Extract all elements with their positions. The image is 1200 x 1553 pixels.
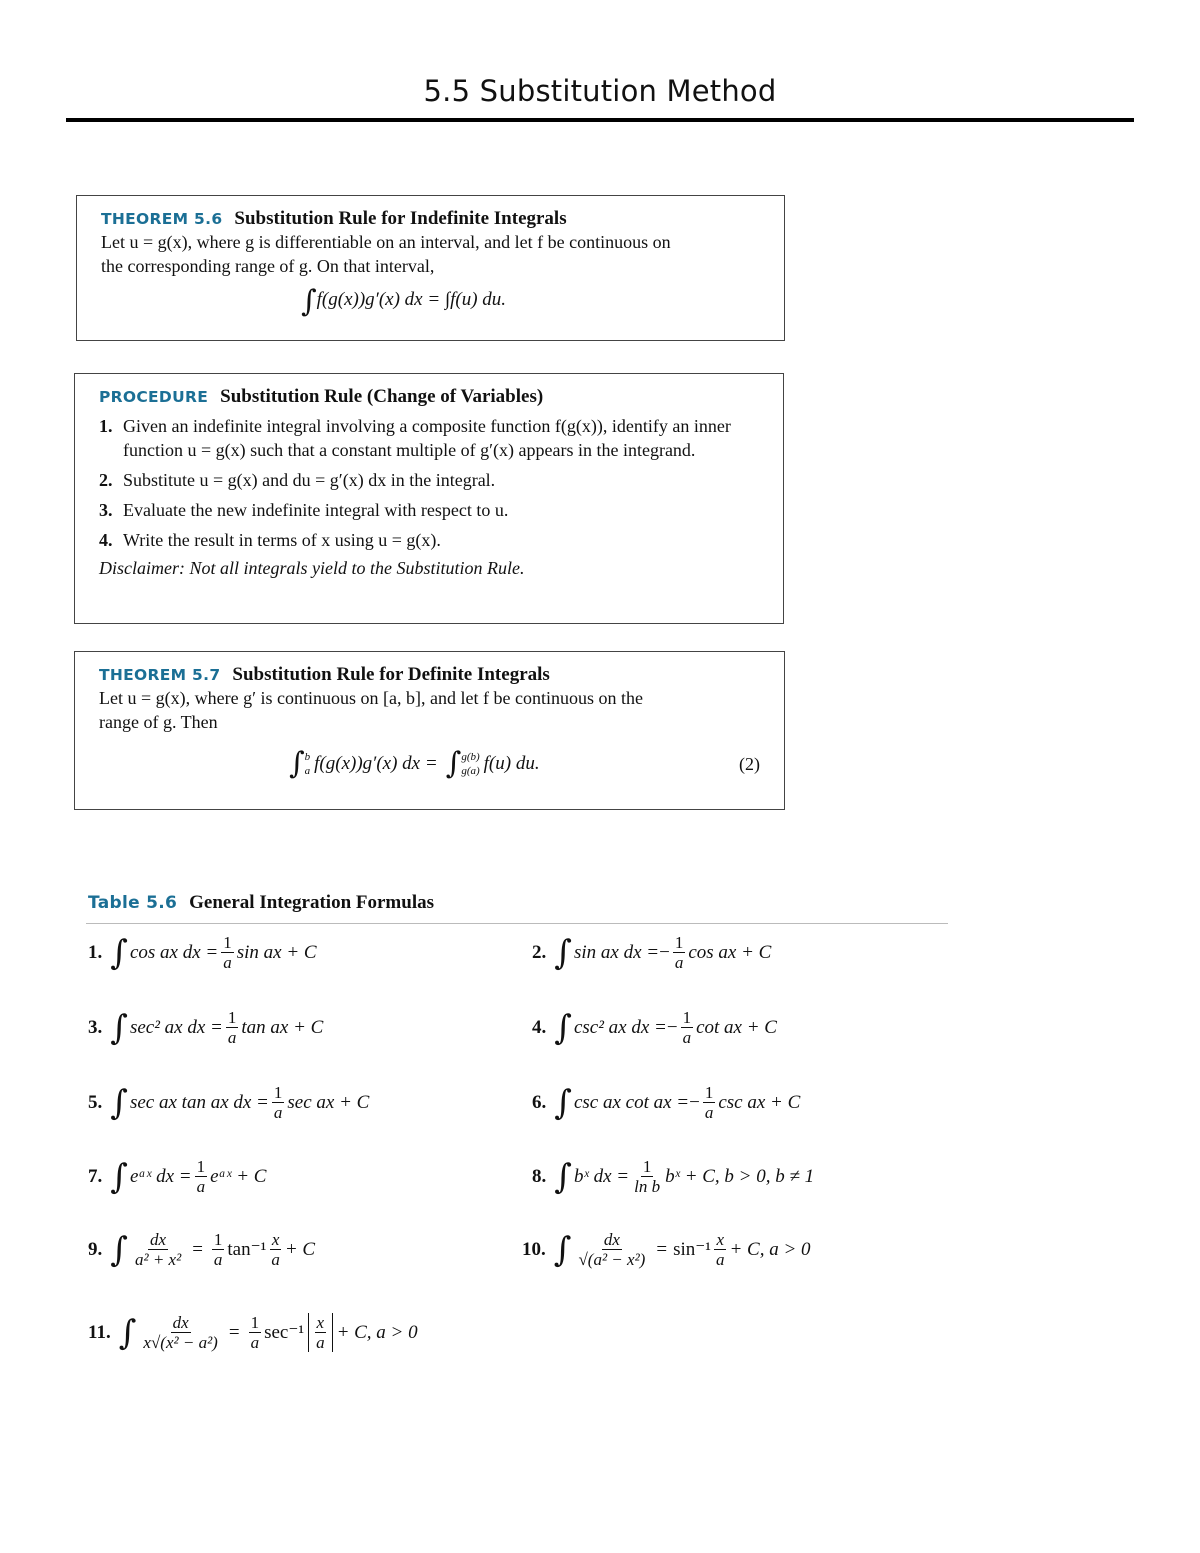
coef-numerator: 1	[674, 933, 684, 952]
theorem-5-6-line1: Let u = g(x), where g is differentiable on an interval, and let f be continuous on	[101, 232, 671, 252]
integral-sign-icon: ∫	[110, 1229, 128, 1270]
absolute-value-bars	[308, 1313, 333, 1352]
formula-number: 5.	[88, 1091, 103, 1113]
coef-numerator: 1	[213, 1230, 223, 1249]
procedure-heading: Substitution Rule (Change of Variables)	[220, 386, 544, 407]
coef-denominator: ln b	[634, 1177, 661, 1196]
formula-number: 11.	[88, 1321, 111, 1343]
formula-number: 10.	[522, 1238, 546, 1260]
formula-8	[532, 1157, 814, 1196]
formula-result: eᵃˣ + C	[210, 1165, 267, 1187]
integral-sign-icon: ∫	[554, 1082, 572, 1123]
coef-numerator: 1	[642, 1157, 652, 1176]
integral-sign-icon: ∫	[301, 284, 317, 319]
arg-denominator: a	[715, 1250, 725, 1269]
formula-function: sec⁻¹	[264, 1322, 305, 1343]
coef-numerator: 1	[704, 1083, 714, 1102]
procedure-step	[99, 468, 759, 492]
integral-sign-icon: ∫	[553, 1229, 572, 1270]
arg-numerator: x	[716, 1230, 724, 1249]
formula-number: 7.	[88, 1165, 103, 1187]
equals-sign: =	[656, 1238, 668, 1260]
theorem-5-7-label: THEOREM 5.7	[99, 666, 221, 684]
table-rule	[86, 923, 948, 924]
arg-denominator: a	[271, 1250, 280, 1269]
integral-sign-icon: ∫	[554, 1156, 572, 1197]
page-title: 5.5 Substitution Method	[423, 74, 777, 108]
formula-result: cot ax + C	[696, 1016, 777, 1038]
procedure-step	[99, 414, 759, 462]
formula-integrand: bˣ dx =	[573, 1165, 630, 1187]
theorem-5-7-lhs: f(g(x))g′(x) dx =	[314, 752, 438, 774]
formula-result: csc ax + C	[718, 1091, 801, 1113]
integrand-numerator: dx	[172, 1313, 189, 1332]
rhs-lower-limit: g(a)	[461, 764, 480, 777]
coef-numerator: 1	[250, 1313, 260, 1332]
title-rule	[66, 118, 1134, 122]
formula-7	[88, 1157, 266, 1196]
formula-4	[532, 1008, 777, 1047]
formula-11	[88, 1313, 418, 1352]
theorem-5-6-label: THEOREM 5.6	[101, 210, 223, 228]
integrand-denominator: x√(x² − a²)	[143, 1333, 218, 1352]
step-text: Write the result in terms of x using u = g(x).	[123, 530, 441, 550]
formula-1	[88, 933, 317, 972]
theorem-5-7-box	[74, 651, 785, 810]
coef-numerator: 1	[682, 1008, 692, 1027]
coef-denominator: a	[223, 953, 232, 972]
formula-tail: + C, a > 0	[336, 1321, 418, 1343]
formula-integrand: eᵃˣ dx =	[129, 1165, 192, 1187]
procedure-header	[99, 386, 759, 408]
coef-denominator: a	[273, 1103, 283, 1122]
step-number: 2.	[99, 470, 113, 490]
formula-integrand: sin ax dx =	[573, 941, 660, 963]
step-number: 3.	[99, 500, 113, 520]
formula-sign: −	[689, 1091, 700, 1113]
formula-9	[88, 1230, 315, 1269]
formula-result: cos ax + C	[688, 941, 772, 963]
procedure-steps	[99, 414, 759, 552]
integrand-denominator: √(a² − x²)	[578, 1250, 646, 1269]
arg-numerator: x	[271, 1230, 280, 1249]
formula-integrand: csc ax cot ax =	[573, 1091, 690, 1113]
formula-integrand: sec² ax dx =	[129, 1016, 223, 1038]
theorem-5-7-equation-row	[99, 734, 760, 794]
table-5-6-heading: General Integration Formulas	[189, 892, 434, 913]
step-text: Substitute u = g(x) and du = g′(x) dx in the integral.	[123, 470, 496, 490]
theorem-5-6-box	[76, 195, 785, 341]
integral-sign-icon: ∫	[110, 932, 128, 973]
formula-function: sin⁻¹	[673, 1239, 711, 1260]
formula-number: 6.	[532, 1091, 547, 1113]
coef-numerator: 1	[223, 933, 232, 952]
step-text: Evaluate the new indefinite integral with respect to u.	[123, 500, 509, 520]
coef-denominator: a	[674, 953, 684, 972]
formula-3	[88, 1008, 323, 1047]
coef-denominator: a	[227, 1028, 237, 1047]
step-number: 1.	[99, 416, 113, 436]
lhs-lower-limit: a	[304, 764, 311, 777]
formula-6	[532, 1083, 800, 1122]
integrand-denominator: a² + x²	[134, 1250, 182, 1269]
procedure-step	[99, 528, 759, 552]
formula-result: bˣ + C, b > 0, b ≠ 1	[665, 1165, 815, 1187]
formula-tail: + C	[284, 1238, 316, 1260]
coef-numerator: 1	[273, 1083, 283, 1102]
formula-10	[522, 1230, 811, 1269]
formula-number: 8.	[532, 1165, 547, 1187]
coef-denominator: a	[196, 1177, 206, 1196]
formula-number: 9.	[88, 1238, 103, 1260]
formula-tail: + C, a > 0	[729, 1238, 811, 1260]
step-text: Given an indefinite integral involving a composite function f(g(x)), identify an inner function u = g(x) such that a constant multiple of g′(x) appears in the integrand.	[123, 416, 731, 460]
step-number: 4.	[99, 530, 113, 550]
formula-result: sec ax + C	[287, 1091, 370, 1113]
coef-denominator: a	[213, 1250, 223, 1269]
integral-sign-icon: ∫	[554, 1007, 572, 1048]
arg-denominator: a	[316, 1333, 325, 1352]
procedure-step	[99, 498, 759, 522]
arg-numerator: x	[316, 1313, 325, 1332]
theorem-5-6-equation: f(g(x))g′(x) dx = ∫f(u) du.	[316, 289, 507, 310]
formula-number: 1.	[88, 941, 103, 963]
lhs-upper-limit: b	[304, 750, 311, 763]
theorem-5-7-rhs: f(u) du.	[483, 752, 540, 774]
formula-sign: −	[659, 941, 670, 963]
theorem-5-7-header	[99, 664, 760, 686]
coef-denominator: a	[682, 1028, 692, 1047]
formula-number: 3.	[88, 1016, 103, 1038]
formula-number: 4.	[532, 1016, 547, 1038]
integral-sign-icon: ∫	[110, 1007, 128, 1048]
formula-number: 2.	[532, 941, 547, 963]
formula-sign: −	[666, 1016, 678, 1038]
theorem-5-7-line1: Let u = g(x), where g′ is continuous on [a, b], and let f be continuous on the	[99, 688, 643, 708]
rhs-upper-limit: g(b)	[461, 750, 480, 763]
formula-integrand: cos ax dx =	[129, 941, 219, 963]
formula-2	[532, 933, 771, 972]
theorem-5-6-header	[101, 208, 760, 230]
integral-sign-icon: ∫	[110, 1082, 128, 1123]
formula-integrand: sec ax tan ax dx =	[129, 1091, 269, 1113]
integrand-numerator: dx	[603, 1230, 620, 1249]
equation-number: (2)	[739, 754, 760, 774]
theorem-5-7-line2: range of g. Then	[99, 712, 218, 732]
equals-sign: =	[192, 1238, 203, 1260]
coef-numerator: 1	[196, 1157, 206, 1176]
integral-sign-icon: ∫	[118, 1312, 137, 1353]
formula-result: tan ax + C	[241, 1016, 324, 1038]
theorem-5-6-heading: Substitution Rule for Indefinite Integrals	[234, 208, 567, 229]
theorem-5-6-line2: the corresponding range of g. On that interval,	[101, 256, 435, 276]
formula-integrand: csc² ax dx =	[573, 1016, 667, 1038]
theorem-5-7-heading: Substitution Rule for Definite Integrals	[232, 664, 550, 685]
theorem-5-6-equation-row	[301, 284, 760, 319]
formula-result: sin ax + C	[236, 941, 317, 963]
procedure-disclaimer: Disclaimer: Not all integrals yield to the Substitution Rule.	[99, 558, 525, 578]
formula-5	[88, 1083, 369, 1122]
integral-sign-icon: ∫	[289, 746, 305, 781]
procedure-box	[74, 373, 784, 624]
integral-sign-icon: ∫	[445, 746, 462, 781]
equals-sign: =	[228, 1321, 240, 1343]
integral-sign-icon: ∫	[554, 932, 572, 973]
integrand-numerator: dx	[150, 1230, 167, 1249]
formula-function: tan⁻¹	[227, 1239, 267, 1260]
table-5-6-header	[88, 892, 434, 914]
integral-sign-icon: ∫	[110, 1156, 128, 1197]
coef-denominator: a	[704, 1103, 714, 1122]
table-5-6-label: Table 5.6	[88, 893, 178, 913]
coef-numerator: 1	[227, 1008, 237, 1027]
procedure-label: PROCEDURE	[99, 388, 209, 406]
coef-denominator: a	[250, 1333, 260, 1352]
